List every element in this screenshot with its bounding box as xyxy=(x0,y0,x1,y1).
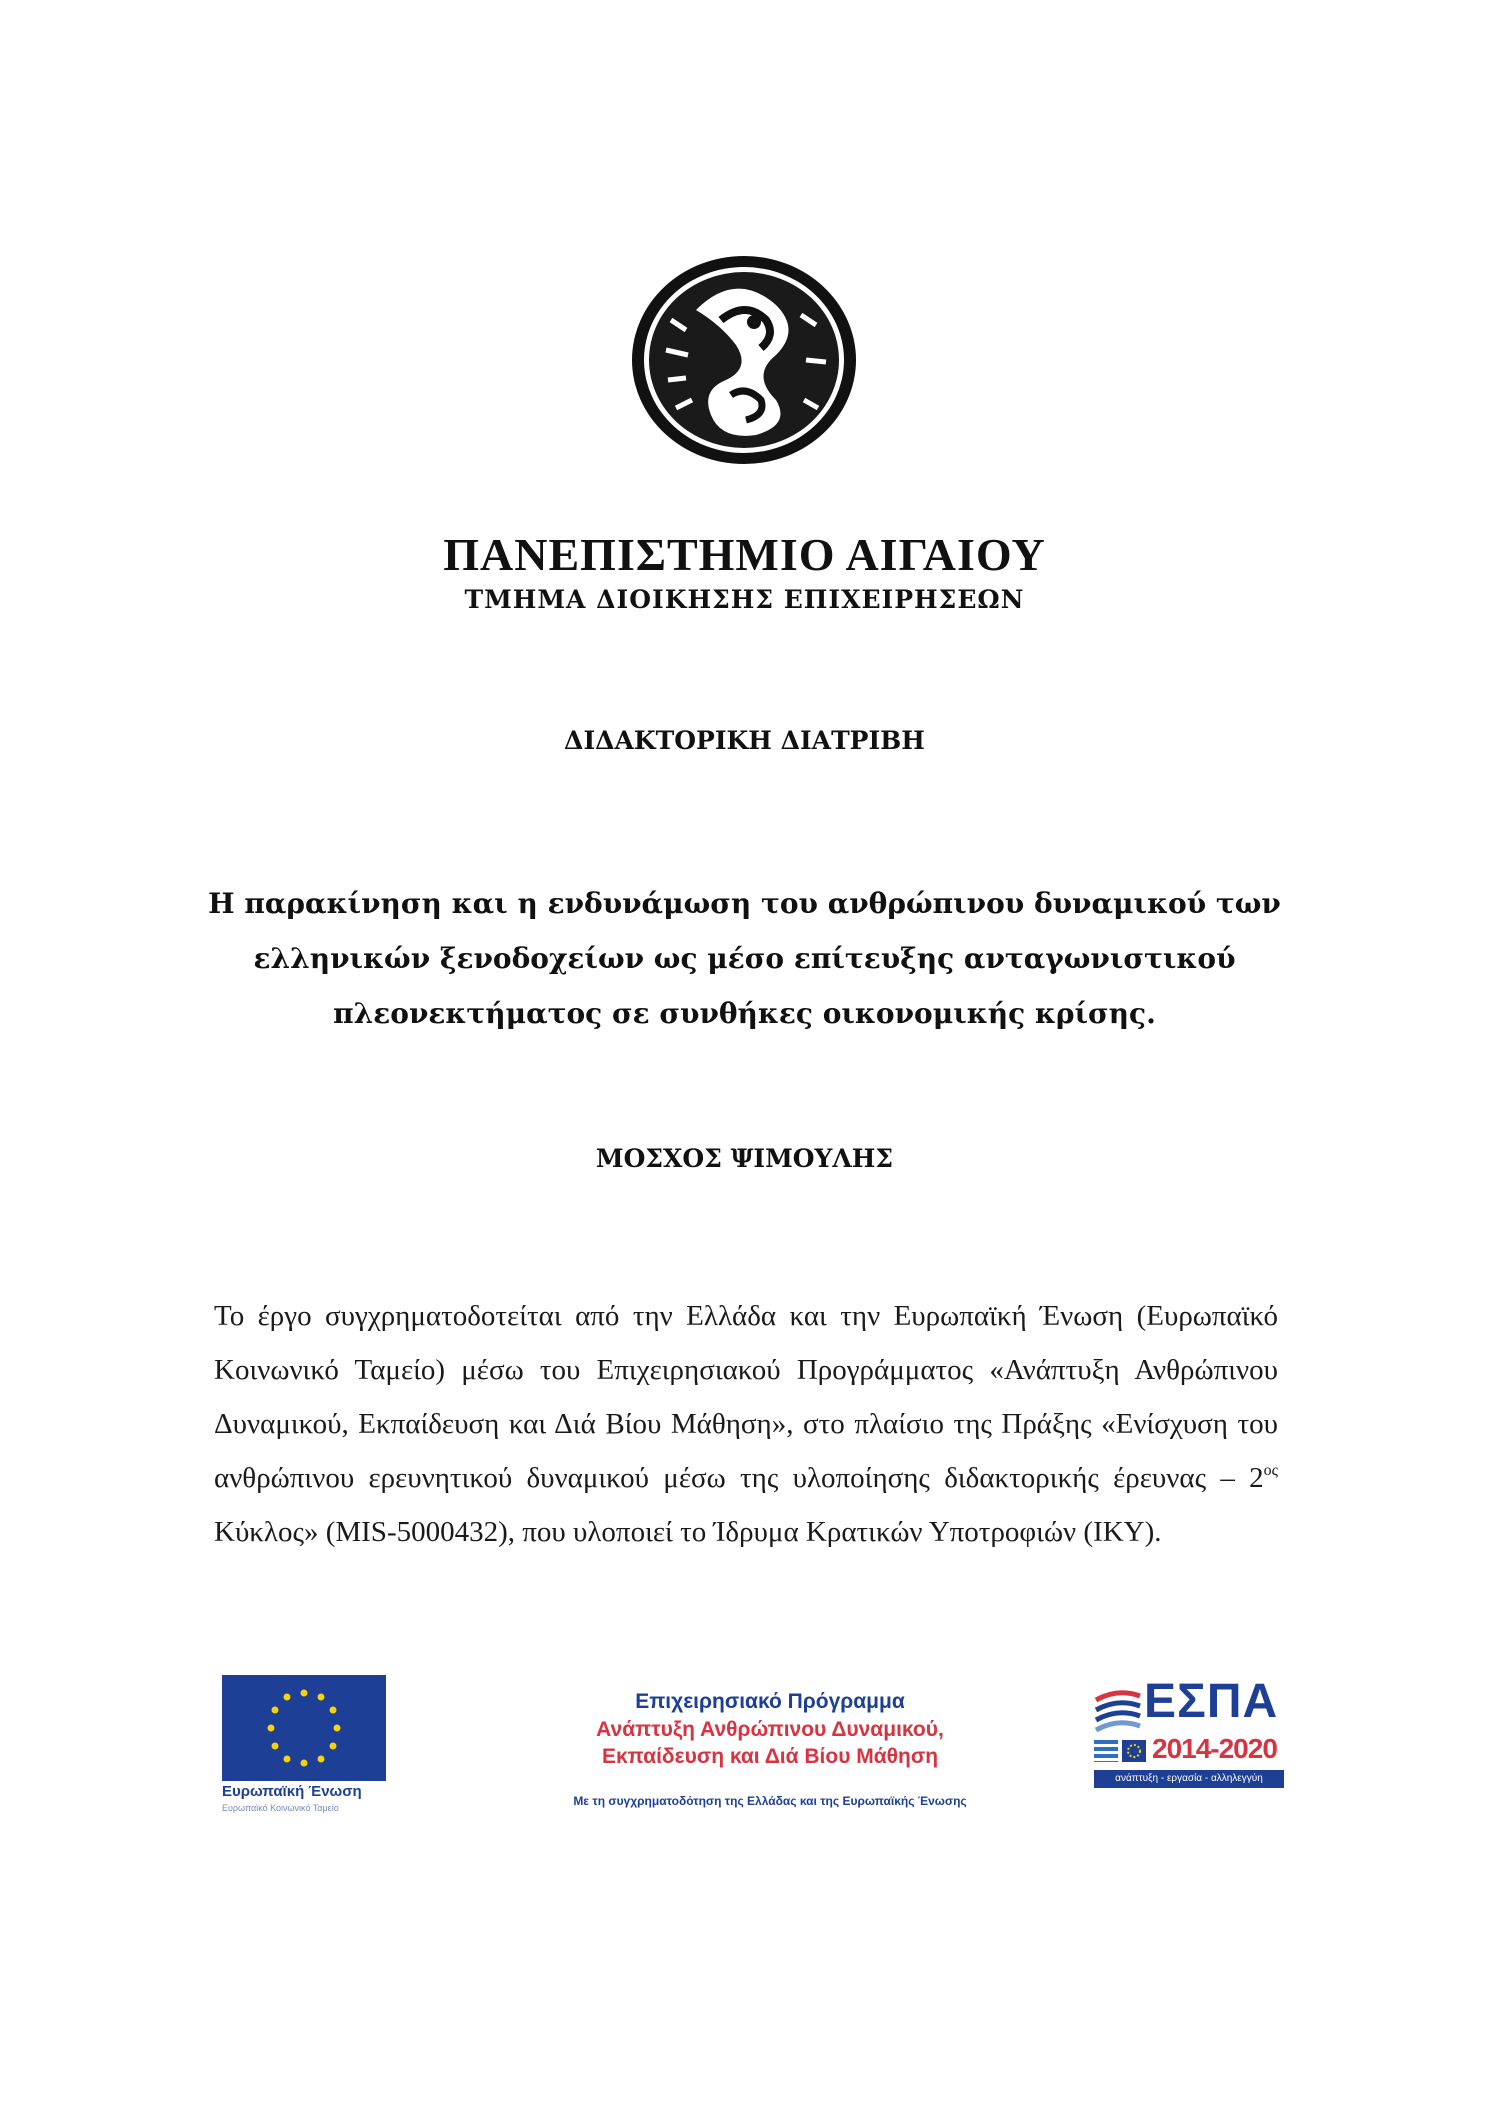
greek-eu-flags-icon xyxy=(1094,1740,1148,1762)
thesis-title-line: πλεονεκτήματος σε συνθήκες οικονομικής κρίσης. xyxy=(333,997,1156,1030)
author-name: ΜΟΣΧΟΣ ΨΙΜΟΥΛΗΣ xyxy=(595,1144,894,1173)
eu-flag-icon xyxy=(222,1675,386,1781)
programme-logo-line1: Επιχειρησιακό Πρόγραμμα xyxy=(635,1690,905,1713)
university-name: ΠΑΝΕΠΙΣΤΗΜΙΟ ΑΙΓΑΙΟΥ xyxy=(443,529,1046,580)
thesis-title-line: Η παρακίνηση και η ενδυνάμωση του ανθρώπινου δυναμικού των xyxy=(208,887,1281,920)
funding-text-end: Κύκλος» (MIS-5000432), που υλοποιεί το Ίδρυμα Κρατικών Υποτροφιών (ΙΚΥ). xyxy=(214,1516,1162,1548)
thesis-title xyxy=(200,876,1289,1041)
department-name: ΤΜΗΜΑ ΔΙΟΙΚΗΣΗΣ ΕΠΙΧΕΙΡΗΣΕΩΝ xyxy=(464,585,1025,614)
funding-statement xyxy=(214,1289,1278,1559)
espa-logo-years: 2014-2020 xyxy=(1152,1733,1277,1764)
eu-logo-subtitle: Ευρωπαϊκό Κοινωνικό Ταμείο xyxy=(222,1803,339,1813)
programme-logo-cofunding: Με τη συγχρηματοδότηση της Ελλάδας και της Ευρωπαϊκής Ένωσης xyxy=(573,1794,967,1808)
programme-logo-line2: Ανάπτυξη Ανθρώπινου Δυναμικού, xyxy=(596,1718,944,1741)
thesis-title-line: ελληνικών ξενοδοχείων ως μέσο επίτευξης ανταγωνιστικού xyxy=(253,942,1236,975)
document-type: ΔΙΔΑΚΤΟΡΙΚΗ ΔΙΑΤΡΙΒΗ xyxy=(564,726,925,755)
funding-text: Το έργο συγχρηματοδοτείται από την Ελλάδα και την Ευρωπαϊκή Ένωση (Ευρωπαϊκό Κοινωνικό Ταμείο) μέσω του Επιχειρησιακού Προγράμματος «Ανάπτυξη Ανθρώπινου Δυναμικού, Εκπαίδευση και Διά Βίου Μάθηση», στο πλαίσιο της Πράξης «Ενίσχυση του ανθρώπινου ερευνητικού δυναμικού μέσω της υλοποίησης διδακτορικής έρευνας – 2 xyxy=(214,1300,1278,1494)
programme-logo-line3: Εκπαίδευση και Διά Βίου Μάθηση xyxy=(601,1745,939,1768)
programme-logo xyxy=(500,1690,1040,1820)
espa-logo xyxy=(1094,1675,1284,1790)
espa-logo-tagline: ανάπτυξη - εργασία - αλληλεγγύη xyxy=(1094,1770,1284,1788)
espa-waves-icon xyxy=(1094,1686,1142,1734)
eu-logo-name: Ευρωπαϊκή Ένωση xyxy=(222,1783,362,1800)
eu-logo xyxy=(222,1675,390,1817)
funding-superscript: ος xyxy=(1263,1462,1278,1479)
espa-logo-word: ΕΣΠΑ xyxy=(1144,1675,1279,1728)
university-seal-icon xyxy=(626,250,866,470)
